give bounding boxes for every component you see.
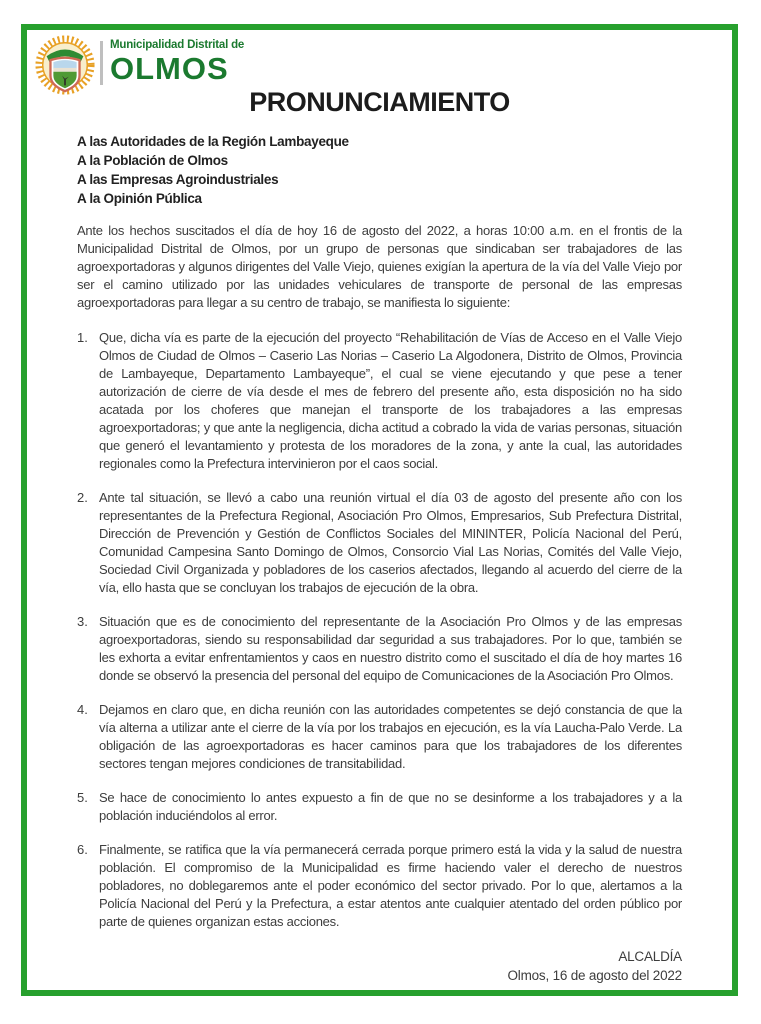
intro-paragraph: Ante los hechos suscitados el día de hoy 16 de agosto del 2022, a horas 10:00 a.m. en el frontis de la Municipalidad Distrital de Olmos, por un grupo de personas que sindicaban ser trabajadores de las agroexportadoras y algunos dirigentes del Valle Viejo, quienes exigían la apertura de la vía del Valle Viejo por ser el camino utilizado por las unidades vehiculares de transporte de personal de las empresas agroexportadoras para llegar a su centro de trabajo, se manifiesta lo siguiente:: [77, 223, 682, 311]
item-number: 5.: [77, 790, 88, 806]
list-item: [77, 329, 682, 473]
item-number: 4.: [77, 702, 88, 718]
header-divider: [100, 41, 103, 85]
addressee-block: [77, 132, 682, 208]
list-item: [77, 841, 682, 931]
item-number: 2.: [77, 490, 88, 506]
org-name-small: Municipalidad Distrital de: [110, 39, 245, 51]
item-text: Ante tal situación, se llevó a cabo una reunión virtual el día 03 de agosto del presente año con los representantes de la Prefectura Regional, Asociación Pro Olmos, Empresarios, Sub Prefectura Distrital, Dirección de Prevención y Gestión de Conflictos Sociales del MININTER, Policía Nacional del Perú, Comunidad Campesina Santo Domingo de Olmos, Consorcio Vial Las Norias, Comités del Valle Viejo, Sociedad Civil Organizada y pobladores de los caserios afectados, llegando al acuerdo del cierre de la vía, ello hasta que se concluyan los trabajos de ejecución de la obra.: [99, 490, 682, 596]
item-number: 6.: [77, 842, 88, 858]
list-item: [77, 613, 682, 685]
org-name-block: [110, 33, 244, 84]
item-text: Finalmente, se ratifica que la vía permanecerá cerrada porque primero está la vida y la salud de nuestra población. El compromiso de la Municipalidad es firme haciendo valer el derecho de nuestros pobladores, no doblegaremos ante el poder económico del sector privado. Por lo que, alertamos a la Policía Nacional del Perú y la Prefectura, a estar atentos ante cualquier atentado del orden público por parte de quienes organizan estas acciones.: [99, 842, 682, 930]
signature-block: [77, 947, 682, 985]
signature-place-date: Olmos, 16 de agosto del 2022: [507, 968, 682, 984]
letterhead: [27, 30, 732, 88]
list-item: [77, 789, 682, 825]
addressee-line: A la Opinión Pública: [77, 191, 202, 207]
item-text: Que, dicha vía es parte de la ejecución del proyecto “Rehabilitación de Vías de Acceso en el Valle Viejo Olmos de Ciudad de Olmos – Caserio Las Norias – Caserio La Algodonera, Distrito de Olmos, Provincia de Lambayeque, Departamento Lambayeque”, el cual se viene ejecutando y que pese a tener autorización de cierre de vía desde el mes de febrero del presente año, esta disposición no ha sido acatada por los choferes que manejan el transporte de los trabajadores a las empresas agroexportadoras; y que ante la negligencia, dicha actitud a cobrado la vida de varias personas, situación que generó el levantamiento y protesta de los moradores de la zona, y ante la cual, las autoridades regionales como la Prefectura intervinieron por el caos social.: [99, 330, 682, 472]
municipal-seal-icon: [34, 33, 96, 97]
item-number: 1.: [77, 330, 88, 346]
green-border-frame: [21, 24, 738, 996]
document-body: [27, 132, 732, 985]
signature-office: ALCALDÍA: [618, 949, 682, 965]
numbered-points-list: [77, 329, 682, 931]
document-title: PRONUNCIAMIENTO: [249, 87, 510, 117]
item-text: Se hace de conocimiento lo antes expuesto a fin de que no se desinforme a los trabajadores y a la población induciéndolos al error.: [99, 790, 682, 824]
addressee-line: A las Autoridades de la Región Lambayeque: [77, 134, 349, 150]
addressee-line: A las Empresas Agroindustriales: [77, 172, 279, 188]
list-item: [77, 489, 682, 597]
item-text: Situación que es de conocimiento del representante de la Asociación Pro Olmos y de las empresas agroexportadoras, siendo su responsabilidad dar seguridad a sus trabajadores. Por lo que, también se les exhorta a evitar enfrentamientos y caos en nuestro distrito como el suscitado el día de hoy martes 16 donde se observó la presencia del personal del equipo de Comunicaciones de la Asociación Pro Olmos.: [99, 614, 682, 684]
list-item: [77, 701, 682, 773]
addressee-line: A la Población de Olmos: [77, 153, 228, 169]
item-text: Dejamos en claro que, en dicha reunión con las autoridades competentes se dejó constancia de que la vía alterna a utilizar ante el cierre de la vía por los trabajos en ejecución, es la vía Laucha-Palo Verde. La obligación de las agroexportadoras es hacer caminos para que los trabajadores de los diferentes sectores tengan mejores condiciones de transitabilidad.: [99, 702, 682, 772]
item-number: 3.: [77, 614, 88, 630]
org-name-large: OLMOS: [110, 51, 229, 86]
